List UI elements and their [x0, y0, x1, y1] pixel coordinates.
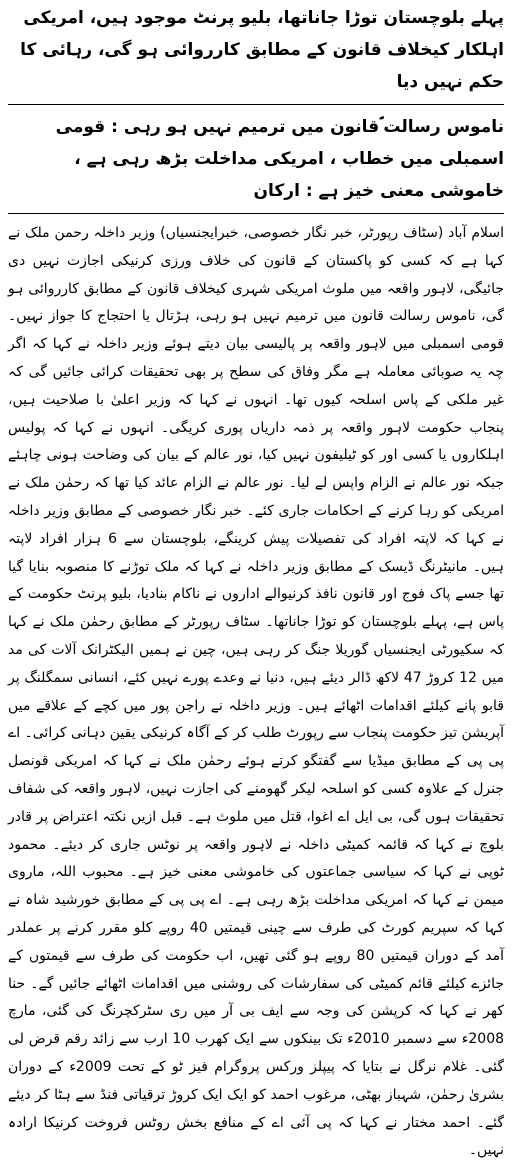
headline-sub: ناموس رسالت ؐقانون میں ترمیم نہیں ہو رہی : قومی اسمبلی میں خطاب ، امریکی مداخلت بڑھ رہی ہے ، خاموشی معنی خیز ہے : ارکان — [55, 117, 504, 201]
article-body — [8, 220, 504, 1165]
divider-bottom — [8, 213, 504, 214]
body-text: وزیر داخلہ رحمن ملک نے کہا ہے کہ کسی کو پاکستان کے قانون کی خلاف ورزی کرنیکی اجازت نہیں دی جائیگی، لاہور واقعہ میں ملوث امریکی شہری کیخلاف قانون کے مطابق کارروائی ہو گی، ناموس رسالت قانون میں ترمیم نہیں ہو رہی، ہڑتال یا احتجاج کا جواز نہیں۔ قومی اسمبلی میں لاہور واقعہ پر پالیسی بیان دیتے ہوئے وزیر داخلہ نے کہا کہ اگر چہ یہ صوبائی معاملہ ہے مگر وفاق کی سطح پر بھی تحقیقات کرائی جائیں گی کہ غیر ملکی کے پاس اسلحہ کیوں تھا۔ انہوں نے کہا کہ وزیر اعلیٰ با صلاحیت ہیں، پنجاب حکومت لاہور واقعہ پر ذمہ داریاں پوری کریگی۔ انہوں نے کہا کہ پولیس اہلکاروں یا کسی اور کو ٹیلیفون نہیں کیا، نور عالم کے بیان کی وضاحت ہونی چاہئے جبکہ نور عالم نے الزام واپس لے لیا۔ نور عالم نے الزام عائد کیا تھا کہ رحمٰن ملک نے امریکی کو رہا کرنے کے احکامات جاری کئے۔ خبر نگار خصوصی کے مطابق وزیر داخلہ نے کہا کہ لاپتہ افراد کی تفصیلات پیش کرینگے، بلوچستان سے 6 ہزار افراد لاپتہ ہیں۔ مانیٹرنگ ڈیسک کے مطابق وزیر داخلہ نے کہا کہ ملک توڑنے کا منصوبہ بنایا گیا تھا جسے پاک فوج اور قانون نافذ کرنیوالے اداروں نے ناکام بنادیا، بلیو پرنٹ حکومت کے پاس ہے، پہلے بلوچستان کو توڑا جاناتھا۔ سٹاف رپورٹر کے مطابق رحمٰن ملک نے کہا کہ سکیورٹی ایجنسیاں گوریلا جنگ کر رہی ہیں، چین نے ہمیں الیکٹرانک آلات کی مد میں 12 کروڑ 47 لاکھ ڈالر دیئے ہیں، دنیا نے وعدے پورے نہیں کئے، انسانی سمگلنگ پر قابو پانے کیلئے اقدامات اٹھائے ہیں۔ وزیر داخلہ نے راجن پور میں کچے کے علاقے میں آپریشن تیز حکومت پنجاب سے رپورٹ طلب کر کے آگاہ کرنیکی یقین دہانی کرائی۔ اے پی پی کے مطابق میڈیا سے گفتگو کرتے ہوئے رحمٰن ملک نے کہا کہ امریکی قونصل جنرل کے علاوہ کسی کو اسلحہ لیکر گھومنے کی اجازت نہیں، لاہور واقعہ کی شفاف تحقیقات ہوں گی، بی ایل اے اغوا، قتل میں ملوث ہے۔ قبل ازیں نکتہ اعتراض پر قادر بلوچ نے کہا کہ قائمہ کمیٹی داخلہ نے لاہور واقعہ پر نوٹس جاری کر دیئے۔ محمود ٹوپی نے کہا کہ سیاسی جماعتوں کی خاموشی معنی خیز ہے۔ محبوب اللہ، ماروی میمن نے کہا کہ امریکی مداخلت بڑھ رہی ہے۔ اے پی پی کے مطابق خورشید شاہ نے کہا کہ سپریم کورٹ کی طرف سے چینی قیمتیں 40 روپے کلو مقرر کرنے پر عملدر آمد کے دوران قیمتیں 80 روپے ہو گئی تھیں، اب حکومت کی طرف سے قیمتوں کے جائزے کیلئے قائم کمیٹی کی سفارشات کی روشنی میں اقدامات اٹھائے جائیں گے۔ حنا کھر نے کہا کہ کرپشن کی وجہ سے ایف بی آر میں ری سٹرکچرنگ کی گئی، مارچ 2008ء سے دسمبر 2010ء تک بینکوں سے ایک کھرب 10 ارب سے زائد رقم قرض لی گئی۔ غلام نرگل نے بتایا کہ پیپلز ورکس پروگرام فیز ٹو کے تحت 2009ء کے دوران بشریٰ رحمٰن، شہباز بھٹی، مرغوب احمد کو ایک ایک کروڑ ترقیاتی فنڈ سے ہٹا کر دیئے گئے۔ احمد مختار نے کہا کہ پی آئی اے کے منافع بخش روٹس فروخت کرنیکا ارادہ نہیں۔ — [8, 225, 505, 1159]
dateline: اسلام آباد (سٹاف رپورٹر، خبر نگار خصوصی، خبرایجنسیاں) — [160, 225, 504, 241]
headline-main: پہلے بلوچستان توڑا جاناتھا، بلیو پرنٹ موجود ہیں، امریکی اہلکار کیخلاف قانون کے مطابق کارروائی ہو گی، رہائی کا حکم نہیں دیا — [20, 8, 504, 92]
divider-top — [8, 104, 504, 105]
